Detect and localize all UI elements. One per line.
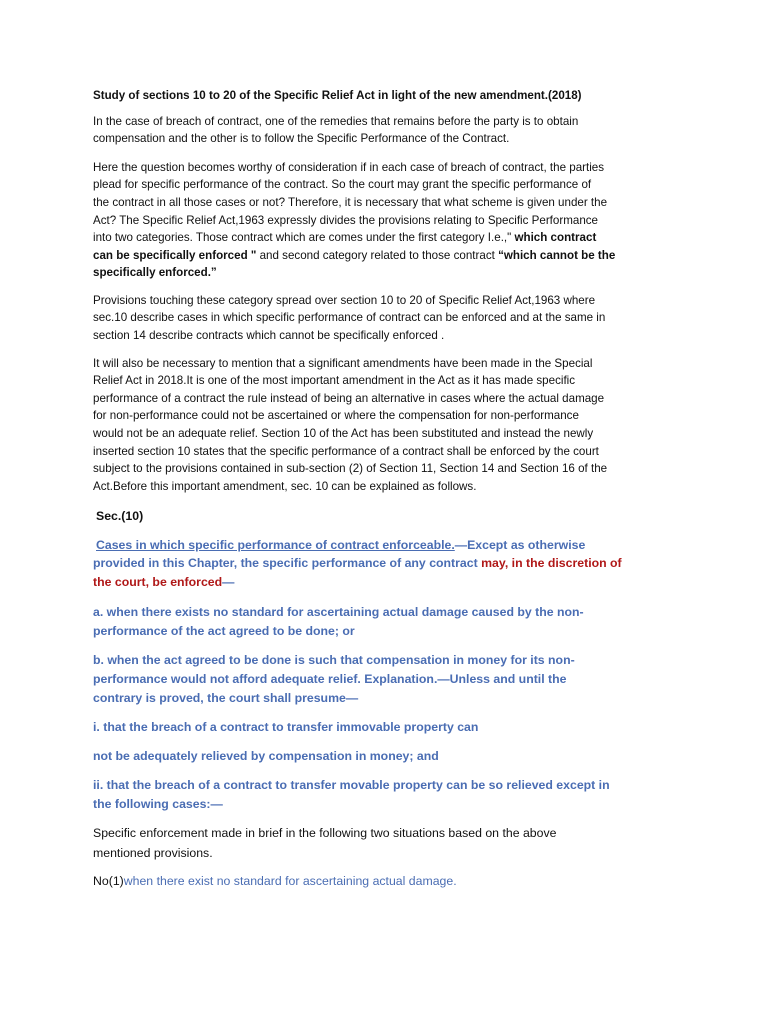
paragraph-line: In the case of breach of contract, one of the remedies that remains before the party is to obtain [93, 115, 579, 128]
text: — [222, 575, 235, 589]
bold-text: which contract [511, 231, 597, 244]
clause-ii-line: the following cases:— [93, 797, 223, 811]
sec10-heading: Cases in which specific performance of contract enforceable. [96, 538, 455, 552]
paragraph-line: compensation and the other is to follow the Specific Performance of the Contract. [93, 132, 510, 145]
paragraph-line: Act.Before this important amendment, sec. 10 can be explained as follows. [93, 480, 477, 493]
sec10-line [93, 556, 622, 570]
paragraph-line: Here the question becomes worthy of consideration if in each case of breach of contract, the parties [93, 161, 605, 174]
bold-text: can be specifically enforced " [93, 249, 257, 262]
sec10-line [96, 538, 585, 552]
paragraph-line: subject to the provisions contained in sub-section (2) of Section 11, Section 14 and Section 16 of the [93, 462, 608, 475]
paragraph-line: It will also be necessary to mention that a significant amendments have been made in the Special [93, 357, 593, 370]
paragraph-line: would not be an adequate relief. Section 10 of the Act has been substituted and instead the newly [93, 427, 594, 440]
summary-line: mentioned provisions. [93, 846, 213, 860]
section-heading: Sec.(10) [96, 509, 144, 523]
paragraph-line: for non-performance could not be ascertained or where the compensation for non-performance [93, 409, 579, 422]
point-1-line [93, 874, 457, 888]
text: into two categories. Those contract which are comes under the first category I.e.," [93, 231, 512, 244]
paragraph-line [93, 249, 615, 263]
point-text: when there exist no standard for ascertaining actual damage. [123, 874, 457, 888]
sec10-line [93, 575, 234, 589]
paragraph-line [93, 231, 596, 245]
paragraph-line: plead for specific performance of the contract. So the court may grant the specific performance of [93, 178, 592, 191]
emphasis-text: the court, be enforced [93, 575, 223, 589]
paragraph-line: Provisions touching these category spread over section 10 to 20 of Specific Relief Act,1963 where [93, 294, 596, 307]
clause-a-line: a. when there exists no standard for ascertaining actual damage caused by the non- [93, 605, 584, 619]
clause-a-line: performance of the act agreed to be done; or [93, 624, 355, 638]
paragraph-line: sec.10 describe cases in which specific performance of contract can be enforced and at the same in [93, 311, 606, 324]
bold-text: “which cannot be the [498, 249, 616, 262]
clause-i-line: i. that the breach of a contract to transfer immovable property can [93, 720, 479, 734]
paragraph-line: performance of a contract the rule instead of being an alternative in cases where the actual damage [93, 392, 605, 405]
clause-b-line: contrary is proved, the court shall presume— [93, 691, 359, 705]
text: —Except as otherwise [454, 538, 586, 552]
emphasis-text: may, in the discretion of [481, 556, 622, 570]
text: and second category related to those contract [256, 249, 499, 262]
paragraph-line: the contract in all those cases or not? Therefore, it is necessary that what scheme is given under the [93, 196, 608, 209]
paragraph-line: Relief Act in 2018.It is one of the most important amendment in the Act as it has made specific [93, 374, 576, 387]
paragraph-line: specifically enforced.” [93, 266, 217, 279]
clause-b-line: b. when the act agreed to be done is such that compensation in money for its non- [93, 653, 575, 667]
document-title: Study of sections 10 to 20 of the Specific Relief Act in light of the new amendment.(2018) [93, 89, 582, 102]
summary-line: Specific enforcement made in brief in the following two situations based on the above [93, 826, 557, 840]
text: provided in this Chapter, the specific performance of any contract [93, 556, 482, 570]
paragraph-line: section 14 describe contracts which cannot be specifically enforced . [93, 329, 445, 342]
paragraph-line: inserted section 10 states that the specific performance of a contract shall be enforced by the court [93, 445, 599, 458]
point-label: No(1) [93, 874, 124, 888]
clause-b-line: performance would not afford adequate relief. Explanation.—Unless and until the [93, 672, 567, 686]
clause-i-line: not be adequately relieved by compensation in money; and [93, 749, 439, 763]
clause-ii-line: ii. that the breach of a contract to transfer movable property can be so relieved except in [93, 778, 610, 792]
paragraph-line: Act? The Specific Relief Act,1963 expressly divides the provisions relating to Specific Performance [93, 214, 599, 227]
